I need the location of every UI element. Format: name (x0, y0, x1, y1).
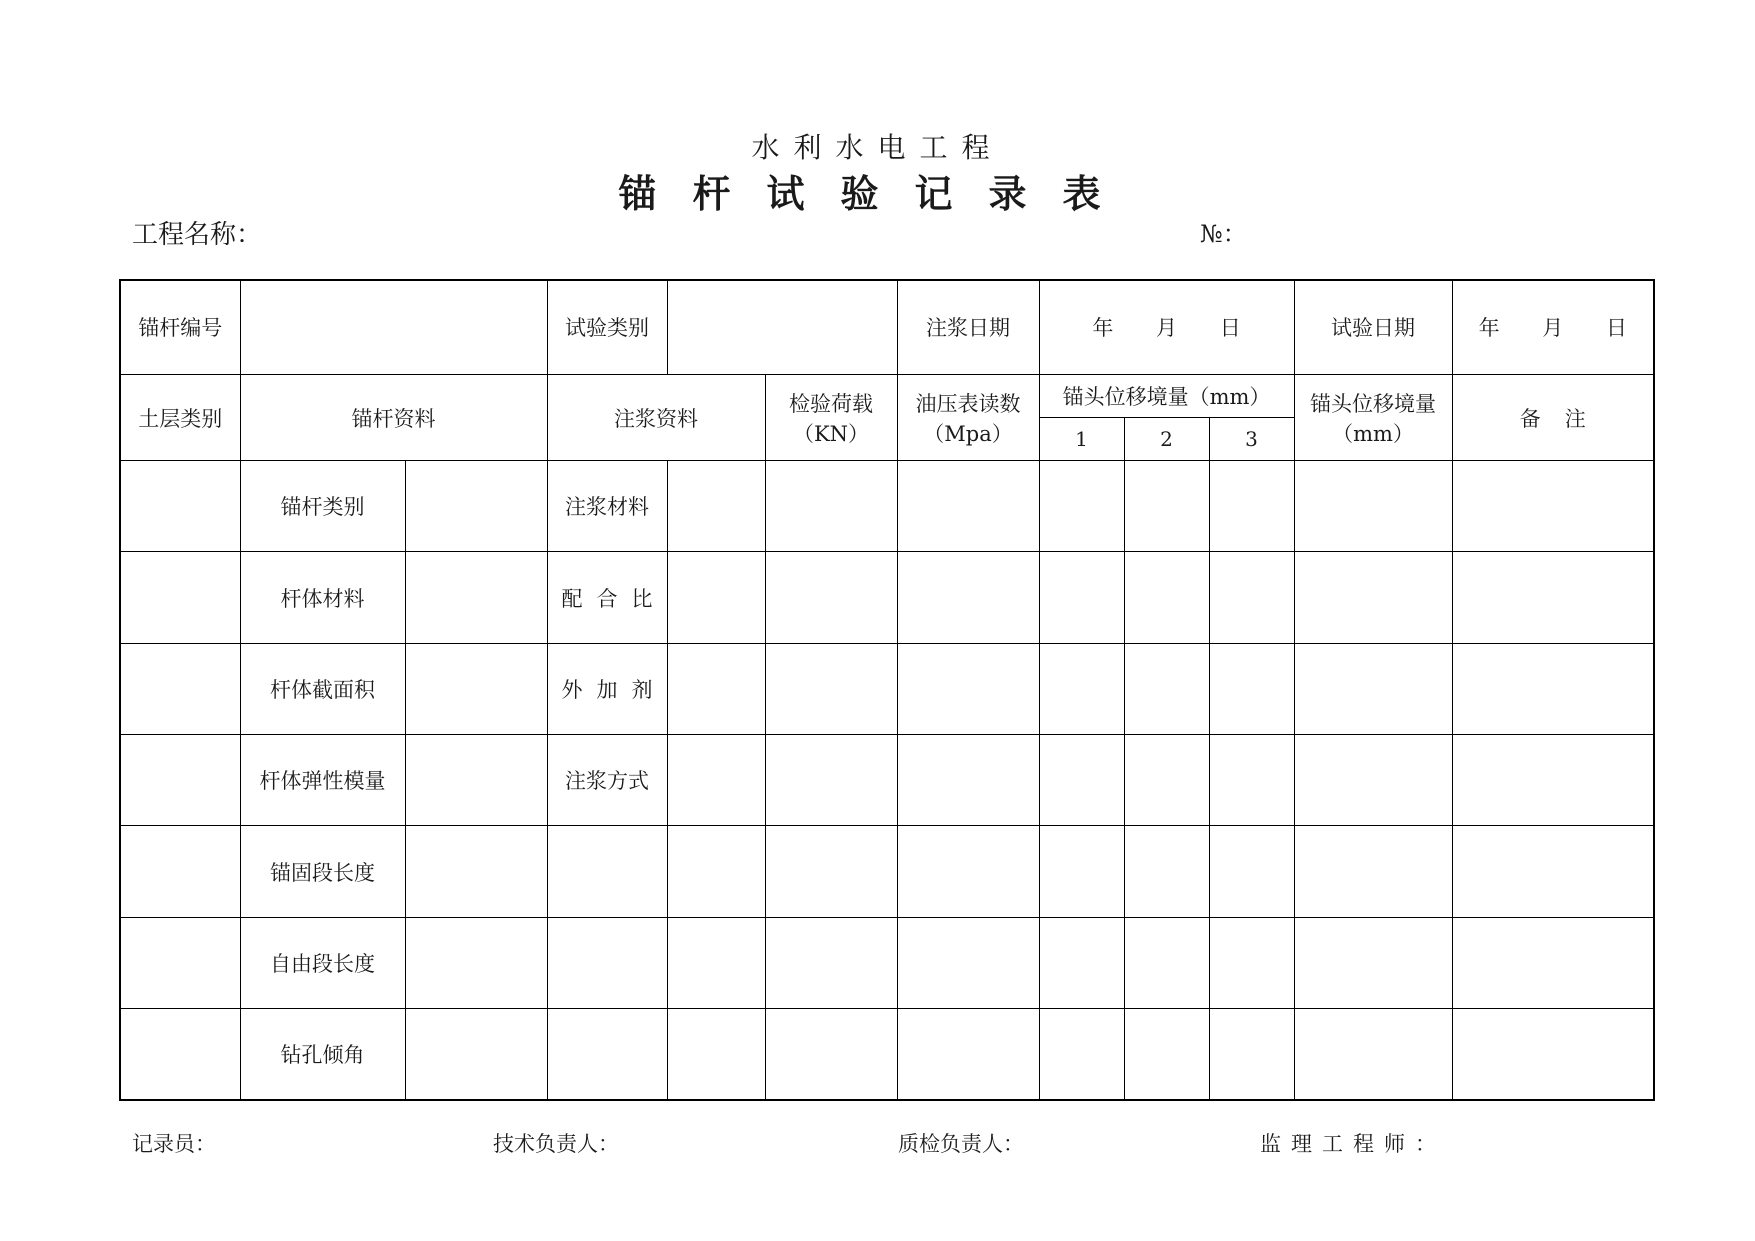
displacement-col-2: 2 (1124, 418, 1209, 461)
oil-pressure-cell[interactable] (897, 643, 1039, 734)
displacement-3-cell[interactable] (1209, 552, 1294, 643)
displacement-2-cell[interactable] (1124, 1009, 1209, 1100)
displacement-3-cell[interactable] (1209, 643, 1294, 734)
displacement-total-cell[interactable] (1294, 917, 1452, 1008)
displacement-2-cell[interactable] (1124, 826, 1209, 917)
grout-extra-cell[interactable] (547, 826, 667, 917)
remark-cell[interactable] (1452, 643, 1654, 734)
test-load-cell[interactable] (765, 917, 897, 1008)
table-row (120, 826, 1654, 917)
grout-item-value[interactable] (667, 643, 765, 734)
oil-pressure-label: 油压表读数 (915, 391, 1021, 416)
soil-type-cell[interactable] (120, 461, 240, 552)
form-number-label: №： (1200, 220, 1247, 248)
test-load-label: 检验荷载 (789, 391, 873, 416)
grout-item-label: 外加剂 (547, 643, 667, 734)
supervisor-signature-label: 监理工程师： (1260, 1132, 1446, 1156)
displacement-1-cell[interactable] (1039, 461, 1124, 552)
soil-type-cell[interactable] (120, 735, 240, 826)
displacement-total-cell[interactable] (1294, 643, 1452, 734)
displacement-2-cell[interactable] (1124, 552, 1209, 643)
grout-item-value[interactable] (667, 917, 765, 1008)
table-row (120, 552, 1654, 643)
test-load-cell[interactable] (765, 826, 897, 917)
anchor-item-value[interactable] (405, 552, 547, 643)
remark-cell[interactable] (1452, 552, 1654, 643)
grout-item-value[interactable] (667, 826, 765, 917)
anchor-item-value[interactable] (405, 643, 547, 734)
oil-pressure-cell[interactable] (897, 735, 1039, 826)
grout-item-value[interactable] (667, 735, 765, 826)
quality-lead-signature-label: 质检负责人： (898, 1132, 1024, 1156)
remark-cell[interactable] (1452, 461, 1654, 552)
anchor-number-field[interactable] (240, 280, 547, 374)
displacement-2-cell[interactable] (1124, 461, 1209, 552)
displacement-total-cell[interactable] (1294, 552, 1452, 643)
day-label: 日 (1605, 316, 1627, 341)
displacement-total-header (1294, 374, 1452, 460)
grout-item-value[interactable] (667, 1009, 765, 1100)
oil-pressure-unit: （Mpa） (923, 421, 1013, 446)
displacement-2-cell[interactable] (1124, 643, 1209, 734)
test-type-field[interactable] (667, 280, 897, 374)
grout-item-label: 配合比 (547, 552, 667, 643)
anchor-item-label: 锚固段长度 (240, 826, 405, 917)
test-load-header (765, 374, 897, 460)
displacement-col-3: 3 (1209, 418, 1294, 461)
displacement-1-cell[interactable] (1039, 552, 1124, 643)
anchor-test-record-table (119, 279, 1655, 1101)
table-row (120, 735, 1654, 826)
year-label: 年 (1092, 316, 1114, 341)
month-label: 月 (1542, 316, 1564, 341)
anchor-info-header: 锚杆资料 (240, 374, 547, 460)
day-label: 日 (1219, 316, 1241, 341)
table-row (120, 461, 1654, 552)
table-row (120, 1009, 1654, 1100)
grout-item-value[interactable] (667, 461, 765, 552)
displacement-total-label: 锚头位移境量 (1310, 391, 1437, 416)
remark-cell[interactable] (1452, 917, 1654, 1008)
anchor-item-label: 自由段长度 (240, 917, 405, 1008)
displacement-total-cell[interactable] (1294, 1009, 1452, 1100)
test-load-cell[interactable] (765, 1009, 897, 1100)
displacement-2-cell[interactable] (1124, 735, 1209, 826)
remark-cell[interactable] (1452, 826, 1654, 917)
anchor-item-label: 钻孔倾角 (240, 1009, 405, 1100)
oil-pressure-cell[interactable] (897, 917, 1039, 1008)
test-load-cell[interactable] (765, 461, 897, 552)
test-date-field[interactable] (1452, 280, 1654, 374)
anchor-item-value[interactable] (405, 826, 547, 917)
month-label: 月 (1156, 316, 1178, 341)
displacement-3-cell[interactable] (1209, 917, 1294, 1008)
grout-date-field[interactable] (1039, 280, 1294, 374)
displacement-1-cell[interactable] (1039, 826, 1124, 917)
displacement-3-cell[interactable] (1209, 826, 1294, 917)
test-type-label: 试验类别 (547, 280, 667, 374)
form-title: 锚杆试验记录表 (618, 171, 1137, 216)
anchor-item-value[interactable] (405, 735, 547, 826)
grout-item-label: 注浆方式 (547, 735, 667, 826)
displacement-3-cell[interactable] (1209, 735, 1294, 826)
soil-type-cell[interactable] (120, 552, 240, 643)
displacement-total-unit: （mm） (1332, 421, 1414, 446)
test-load-cell[interactable] (765, 735, 897, 826)
displacement-1-cell[interactable] (1039, 917, 1124, 1008)
displacement-3-cell[interactable] (1209, 461, 1294, 552)
oil-pressure-cell[interactable] (897, 826, 1039, 917)
test-load-unit: （KN） (792, 421, 870, 446)
grout-item-value[interactable] (667, 552, 765, 643)
displacement-1-cell[interactable] (1039, 735, 1124, 826)
recorder-signature-label: 记录员： (132, 1132, 216, 1156)
anchor-item-label: 杆体材料 (240, 552, 405, 643)
tech-lead-signature-label: 技术负责人： (493, 1132, 619, 1156)
displacement-total-cell[interactable] (1294, 461, 1452, 552)
soil-type-cell[interactable] (120, 1009, 240, 1100)
anchor-item-label: 杆体截面积 (240, 643, 405, 734)
oil-pressure-cell[interactable] (897, 461, 1039, 552)
displacement-2-cell[interactable] (1124, 917, 1209, 1008)
displacement-3-cell[interactable] (1209, 1009, 1294, 1100)
soil-type-header: 土层类别 (120, 374, 240, 460)
displacement-1-cell[interactable] (1039, 1009, 1124, 1100)
project-name-label: 工程名称： (132, 220, 263, 250)
anchor-item-label: 杆体弹性模量 (240, 735, 405, 826)
oil-pressure-header (897, 374, 1039, 460)
oil-pressure-cell[interactable] (897, 1009, 1039, 1100)
remark-cell[interactable] (1452, 1009, 1654, 1100)
displacement-total-cell[interactable] (1294, 735, 1452, 826)
test-date-label: 试验日期 (1294, 280, 1452, 374)
grout-item-label: 注浆材料 (547, 461, 667, 552)
displacement-col-1: 1 (1039, 418, 1124, 461)
anchor-item-value[interactable] (405, 917, 547, 1008)
anchor-number-label: 锚杆编号 (120, 280, 240, 374)
test-load-cell[interactable] (765, 552, 897, 643)
grout-date-label: 注浆日期 (897, 280, 1039, 374)
anchor-item-value[interactable] (405, 461, 547, 552)
displacement-total-cell[interactable] (1294, 826, 1452, 917)
grout-extra-cell[interactable] (547, 917, 667, 1008)
year-label: 年 (1478, 316, 1500, 341)
test-load-cell[interactable] (765, 643, 897, 734)
soil-type-cell[interactable] (120, 643, 240, 734)
oil-pressure-cell[interactable] (897, 552, 1039, 643)
displacement-1-cell[interactable] (1039, 643, 1124, 734)
remark-cell[interactable] (1452, 735, 1654, 826)
soil-type-cell[interactable] (120, 917, 240, 1008)
anchor-item-value[interactable] (405, 1009, 547, 1100)
table-row (120, 643, 1654, 734)
grout-extra-cell[interactable] (547, 1009, 667, 1100)
soil-type-cell[interactable] (120, 826, 240, 917)
form-subtitle: 水利水电工程 (751, 131, 1004, 164)
grout-info-header: 注浆资料 (547, 374, 765, 460)
table-row (120, 917, 1654, 1008)
anchor-item-label: 锚杆类别 (240, 461, 405, 552)
displacement-group-header: 锚头位移境量（mm） (1039, 374, 1294, 417)
remark-header: 备注 (1452, 374, 1654, 460)
